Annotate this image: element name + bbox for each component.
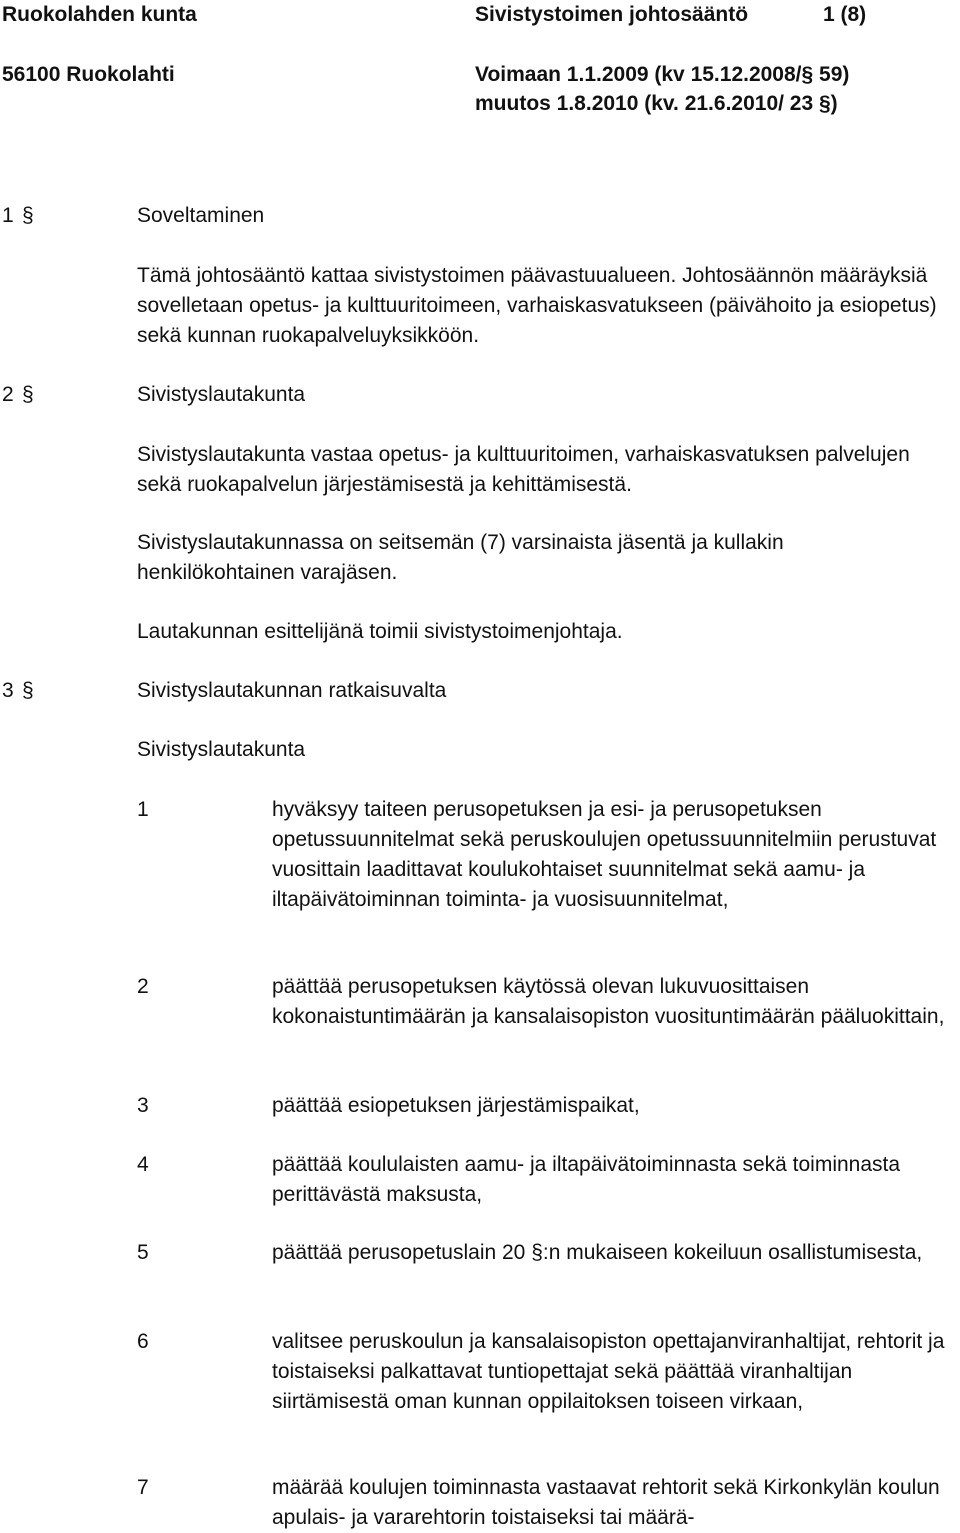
- section-2-paragraph-1: Sivistyslautakunta vastaa opetus- ja kulttuuritoimen, varhaiskasvatuksen palvelujen sekä ruokapalvelun järjestämisestä ja kehittämisestä.: [137, 443, 910, 496]
- section-title: Sivistyslautakunnan ratkaisuvalta: [137, 679, 447, 702]
- list-item-number: 7: [137, 1476, 149, 1499]
- section-number: 2: [2, 383, 14, 406]
- list-item-number: 3: [137, 1094, 149, 1117]
- list-item-number: 4: [137, 1153, 149, 1176]
- validity-line-1: Voimaan 1.1.2009 (kv 15.12.2008/§ 59): [475, 63, 850, 86]
- section-symbol: §: [22, 204, 34, 227]
- validity-line-2: muutos 1.8.2010 (kv. 21.6.2010/ 23 §): [475, 92, 838, 115]
- list-item-number: 1: [137, 798, 149, 821]
- list-item-number: 5: [137, 1241, 149, 1264]
- section-number: 1: [2, 204, 14, 227]
- document-title: Sivistystoimen johtosääntö: [475, 3, 749, 26]
- section-symbol: §: [22, 383, 34, 406]
- list-item-text: päättää esiopetuksen järjestämispaikat,: [272, 1094, 640, 1117]
- list-item-number: 2: [137, 975, 149, 998]
- list-item-number: 6: [137, 1330, 149, 1353]
- section-title: Sivistyslautakunta: [137, 383, 306, 406]
- list-item-text: määrää koulujen toiminnasta vastaavat rehtorit sekä Kirkonkylän koulun apulais- ja vararehtorin toistaiseksi tai määrä-: [272, 1476, 940, 1529]
- list-item-text: päättää perusopetuslain 20 §:n mukaiseen kokeiluun osallistumisesta,: [272, 1241, 923, 1264]
- page-number: 1 (8): [823, 3, 867, 26]
- section-title: Soveltaminen: [137, 204, 265, 227]
- section-3-intro: Sivistyslautakunta: [137, 738, 306, 761]
- section-2-paragraph-3: Lautakunnan esittelijänä toimii sivistystoimenjohtaja.: [137, 620, 623, 643]
- list-item-text: päättää koululaisten aamu- ja iltapäivätoiminnasta sekä toiminnasta perittävästä maksusta,: [272, 1153, 901, 1206]
- municipality-name: Ruokolahden kunta: [2, 3, 197, 26]
- list-item-text: päättää perusopetuksen käytössä olevan lukuvuosittaisen kokonaistuntimäärän ja kansalaisopiston vuosituntimäärän pääluokittain,: [272, 975, 945, 1028]
- section-number: 3: [2, 679, 14, 702]
- section-2-paragraph-2: Sivistyslautakunnassa on seitsemän (7) varsinaista jäsentä ja kullakin henkilökohtainen varajäsen.: [137, 531, 784, 584]
- list-item-text: valitsee peruskoulun ja kansalaisopiston opettajanviranhaltijat, rehtorit ja toistaiseksi palkattavat tuntiopettajat sekä päättää viranhaltijan siirtämisestä oman kunnan oppilaitoksen toiseen virkaan,: [272, 1330, 945, 1413]
- postal-address: 56100 Ruokolahti: [2, 63, 175, 86]
- section-symbol: §: [22, 679, 34, 702]
- list-item-text: hyväksyy taiteen perusopetuksen ja esi- ja perusopetuksen opetussuunnitelmat sekä peruskoulujen opetussuunnitelmiin perustuvat vuosittain laadittavat koulukohtaiset suunnitelmat sekä aamu- ja iltapäivätoiminnan toiminta- ja vuosisuunnitelmat,: [272, 798, 937, 911]
- section-1-paragraph: Tämä johtosääntö kattaa sivistystoimen päävastuualueen. Johtosäännön määräyksiä sovelletaan opetus- ja kulttuuritoimeen, varhaiskasvatukseen (päivähoito ja esiopetus) sekä kunnan ruokapalveluyksikköön.: [137, 264, 937, 347]
